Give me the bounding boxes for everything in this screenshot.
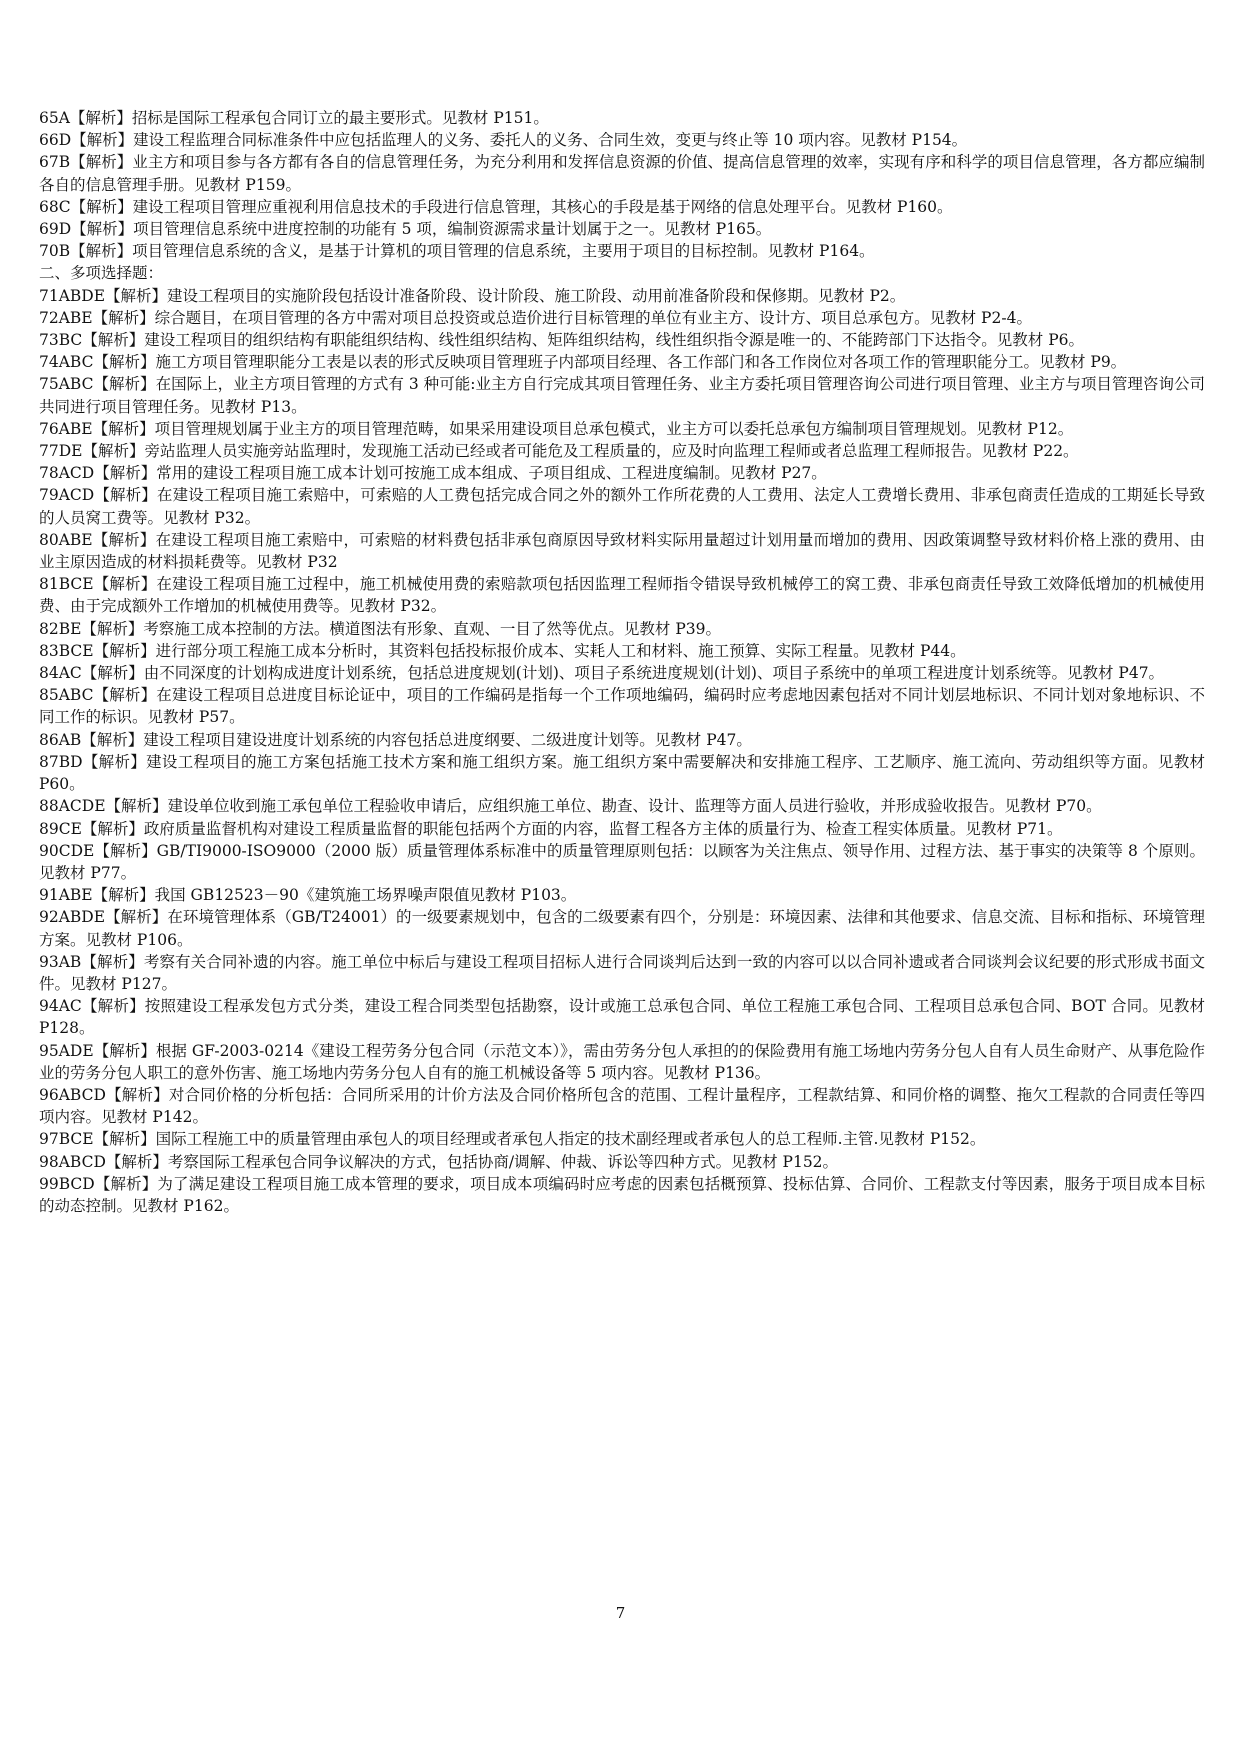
paragraph: 69D【解析】项目管理信息系统中进度控制的功能有 5 项，编制资源需求量计划属于之一。见教材 P165。 bbox=[39, 220, 772, 239]
paragraph: 81BCE【解析】在建设工程项目施工过程中，施工机械使用费的索赔款项包括因监理工程师指令错误导致机械停工的窝工费、非承包商责任导致工效降低增加的机械使用费、由于完成额外工作增加的机械使用费等。见教材 P32。 bbox=[39, 575, 1205, 616]
paragraph: 95ADE【解析】根据 GF-2003-0214《建设工程劳务分包合同（示范文本）》，需由劳务分包人承担的的保险费用有施工场地内劳务分包人自有人员生命财产、从事危险作业的劳务分包人职工的意外伤害、施工场地内劳务分包人自有的施工机械设备等 5 项内容。见教材 P136。 bbox=[39, 1041, 1205, 1082]
paragraph: 99BCD【解析】为了满足建设工程项目施工成本管理的要求，项目成本项编码时应考虑的因素包括概预算、投标估算、合同价、工程款支付等因素，服务于项目成本目标的动态控制。见教材 P162。 bbox=[39, 1174, 1205, 1215]
paragraph: 70B【解析】项目管理信息系统的含义，是基于计算机的项目管理的信息系统，主要用于项目的目标控制。见教材 P164。 bbox=[39, 242, 875, 261]
paragraph: 82BE【解析】考察施工成本控制的方法。横道图法有形象、直观、一目了然等优点。见教材 P39。 bbox=[39, 619, 722, 638]
paragraph: 85ABC【解析】在建设工程项目总进度目标论证中，项目的工作编码是指每一个工作项地编码，编码时应考虑地因素包括对不同计划层地标识、不同计划对象地标识、不同工作的标识。见教材 P57。 bbox=[39, 686, 1205, 727]
paragraph: 73BC【解析】建设工程项目的组织结构有职能组织结构、线性组织结构、矩阵组织结构，线性组织指令源是唯一的、不能跨部门下达指令。见教材 P6。 bbox=[39, 331, 1084, 350]
paragraph: 80ABE【解析】在建设工程项目施工索赔中，可索赔的材料费包括非承包商原因导致材料实际用量超过计划用量而增加的费用、因政策调整导致材料价格上涨的费用、由业主原因造成的材料损耗费等。见教材 P32 bbox=[39, 530, 1205, 572]
paragraph: 93AB【解析】考察有关合同补遗的内容。施工单位中标后与建设工程项目招标人进行合同谈判后达到一致的内容可以以合同补遗或者合同谈判会议纪要的形式形成书面文件。见教材 P127。 bbox=[39, 952, 1205, 993]
paragraph: 77DE【解析】旁站监理人员实施旁站监理时，发现施工活动已经或者可能危及工程质量的，应及时向监理工程师或者总监理工程师报告。见教材 P22。 bbox=[39, 442, 1079, 461]
paragraph: 78ACD【解析】常用的建设工程项目施工成本计划可按施工成本组成、子项目组成、工程进度编制。见教材 P27。 bbox=[39, 464, 827, 483]
paragraph: 98ABCD【解析】考察国际工程承包合同争议解决的方式，包括协商/调解、仲裁、诉讼等四种方式。见教材 P152。 bbox=[39, 1152, 839, 1171]
paragraph: 91ABE【解析】我国 GB12523－90《建筑施工场界噪声限值见教材 P103。 bbox=[39, 886, 577, 905]
paragraph: 92ABDE【解析】在环境管理体系（GB/T24001）的一级要素规划中，包含的二级要素有四个，分别是：环境因素、法律和其他要求、信息交流、目标和指标、环境管理方案。见教材 P106。 bbox=[39, 908, 1205, 949]
paragraph: 88ACDE【解析】建设单位收到施工承包单位工程验收申请后，应组织施工单位、勘查、设计、监理等方面人员进行验收，并形成验收报告。见教材 P70。 bbox=[39, 797, 1102, 816]
paragraph: 83BCE【解析】进行部分项工程施工成本分析时，其资料包括投标报价成本、实耗人工和材料、施工预算、实际工程量。见教材 P44。 bbox=[39, 641, 966, 660]
paragraph: 96ABCD【解析】对合同价格的分析包括：合同所采用的计价方法及合同价格所包含的范围、工程计量程序，工程款结算、和同价格的调整、拖欠工程款的合同责任等四项内容。见教材 P142。 bbox=[39, 1085, 1205, 1127]
paragraph: 二、多项选择题： bbox=[39, 264, 164, 283]
paragraph: 97BCE【解析】国际工程施工中的质量管理由承包人的项目经理或者承包人指定的技术副经理或者承包人的总工程师.主管.见教材 P152。 bbox=[39, 1130, 986, 1149]
paragraph: 65A【解析】招标是国际工程承包合同订立的最主要形式。见教材 P151。 bbox=[39, 109, 549, 127]
paragraph: 90CDE【解析】GB/TI9000-ISO9000（2000 版）质量管理体系标准中的质量管理原则包括：以顾客为关注焦点、领导作用、过程方法、基于事实的决策等 8 个原则。见教材 P77。 bbox=[39, 841, 1205, 882]
paragraph: 71ABDE【解析】建设工程项目的实施阶段包括设计准备阶段、设计阶段、施工阶段、动用前准备阶段和保修期。见教材 P2。 bbox=[39, 286, 906, 305]
paragraph: 67B【解析】业主方和项目参与各方都有各自的信息管理任务，为充分利用和发挥信息资源的价值、提高信息管理的效率，实现有序和科学的项目信息管理，各方都应编制各自的信息管理手册。见教材 P159。 bbox=[39, 153, 1205, 194]
paragraph: 89CE【解析】政府质量监督机构对建设工程质量监督的职能包括两个方面的内容，监督工程各方主体的质量行为、检查工程实体质量。见教材 P71。 bbox=[39, 819, 1063, 838]
paragraph: 87BD【解析】建设工程项目的施工方案包括施工技术方案和施工组织方案。施工组织方案中需要解决和安排施工程序、工艺顺序、施工流向、劳动组织等方面。见教材 P60。 bbox=[39, 752, 1205, 794]
paragraph: 86AB【解析】建设工程项目建设进度计划系统的内容包括总进度纲要、二级进度计划等。见教材 P47。 bbox=[39, 730, 752, 749]
paragraph: 72ABE【解析】综合题目，在项目管理的各方中需对项目总投资或总造价进行目标管理的单位有业主方、设计方、项目总承包方。见教材 P2-4。 bbox=[39, 308, 1032, 327]
paragraph: 68C【解析】建设工程项目管理应重视利用信息技术的手段进行信息管理，其核心的手段是基于网络的信息处理平台。见教材 P160。 bbox=[39, 197, 953, 216]
paragraph: 94AC【解析】按照建设工程承发包方式分类，建设工程合同类型包括勘察，设计或施工总承包合同、单位工程施工承包合同、工程项目总承包合同、BOT 合同。见教材 P128。 bbox=[39, 997, 1205, 1038]
page-number: 7 bbox=[615, 1604, 626, 1622]
paragraph: 66D【解析】建设工程监理合同标准条件中应包括监理人的义务、委托人的义务、合同生效，变更与终止等 10 项内容。见教材 P154。 bbox=[39, 131, 968, 150]
paragraph: 84AC【解析】由不同深度的计划构成进度计划系统，包括总进度规划(计划)、项目子系统进度规划(计划)、项目子系统中的单项工程进度计划系统等。见教材 P47。 bbox=[39, 664, 1165, 683]
paragraph: 76ABE【解析】项目管理规划属于业主方的项目管理范畴，如果采用建设项目总承包模式，业主方可以委托总承包方编制项目管理规划。见教材 P12。 bbox=[39, 419, 1074, 438]
document-body bbox=[39, 107, 1205, 1217]
paragraph: 74ABC【解析】施工方项目管理职能分工表是以表的形式反映项目管理班子内部项目经理、各工作部门和各工作岗位对各项工作的管理职能分工。见教材 P9。 bbox=[39, 353, 1127, 372]
paragraph: 75ABC【解析】在国际上，业主方项目管理的方式有 3 种可能:业主方自行完成其项目管理任务、业主方委托项目管理咨询公司进行项目管理、业主方与项目管理咨询公司共同进行项目管理任务。见教材 P13。 bbox=[39, 375, 1205, 416]
paragraph: 79ACD【解析】在建设工程项目施工索赔中，可索赔的人工费包括完成合同之外的额外工作所花费的人工费用、法定人工费增长费用、非承包商责任造成的工期延长导致的人员窝工费等。见教材 P32。 bbox=[39, 486, 1205, 527]
